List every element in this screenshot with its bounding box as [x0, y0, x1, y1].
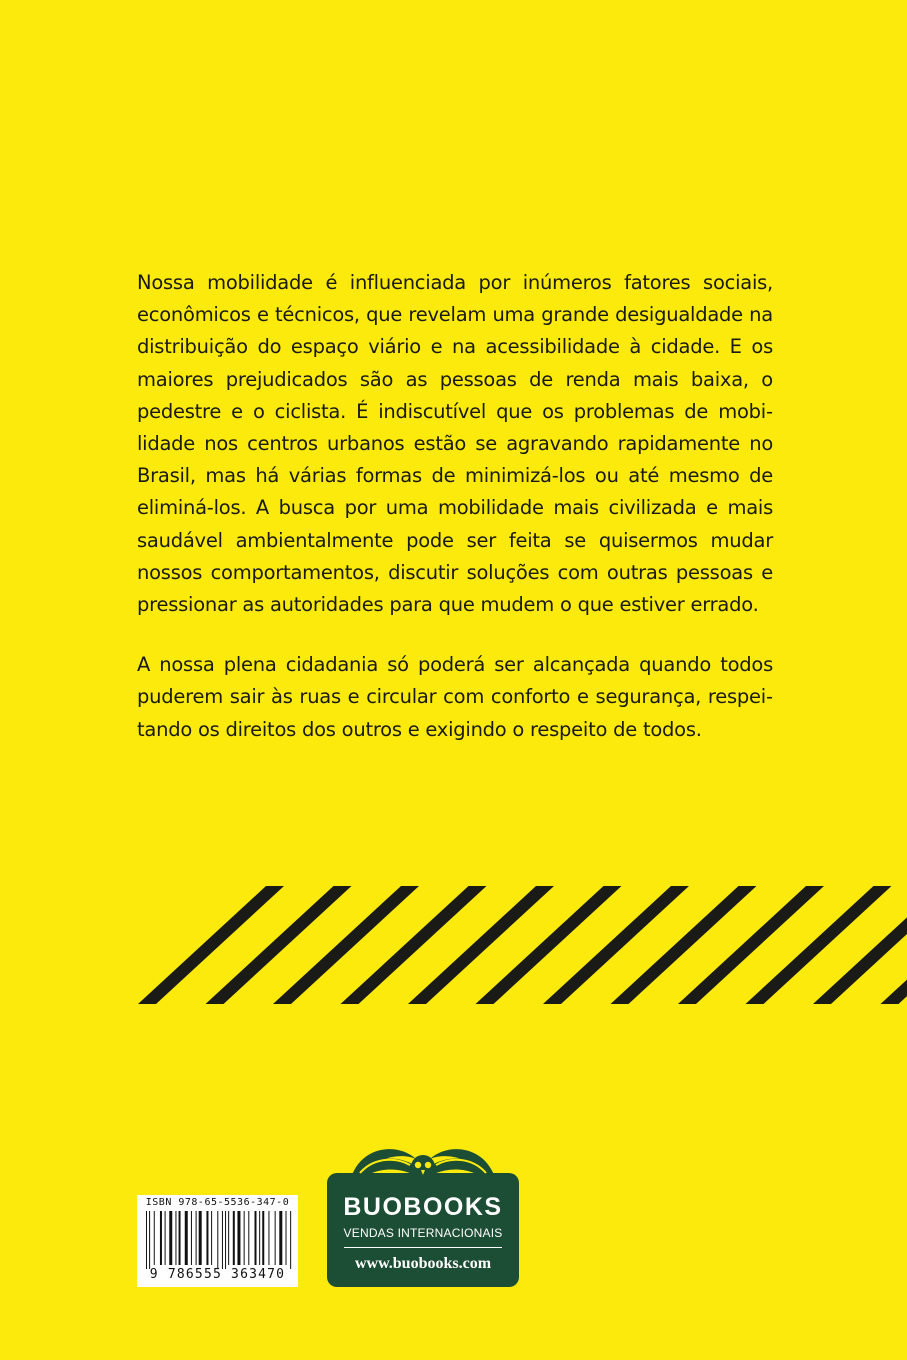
back-cover-blurb [137, 267, 773, 746]
barcode-bar [175, 1211, 176, 1265]
barcode-bar [268, 1211, 269, 1265]
barcode-bar [196, 1211, 197, 1265]
barcode-bar [248, 1211, 249, 1265]
barcode-bar [244, 1211, 245, 1265]
hazard-stripe [138, 886, 284, 1004]
barcode-bar [169, 1211, 172, 1265]
publisher-logo [327, 1173, 519, 1287]
hazard-stripe [611, 886, 757, 1004]
barcode-bar [279, 1211, 282, 1265]
barcode-bar [237, 1211, 240, 1265]
barcode-bar [191, 1211, 192, 1265]
barcode-bar [206, 1211, 208, 1265]
barcode-bar [165, 1211, 166, 1265]
blurb-paragraph-1: Nossa mobilidade é influenciada por inúmeros fatores sociais, econômicos e técnicos, que revelam uma grande desigualdade na distribuição do espaço viário e na acessibilidade à cidade. E os maiores prejudicados são as pessoas de renda mais baixa, o pedestre e o ciclista. É indiscutível que os problemas de mobilidade nos centros urbanos estão se agravando rapidamente no Brasil, mas há várias formas de minimizá-los ou até mesmo de eliminá-los. A busca por uma mobilidade mais civilizada e mais saudável ambientalmente pode ser feita se quisermos mudar nossos comportamentos, discutir soluções com outras pessoas e pressionar as autoridades para que mudem o que estiver errado. [137, 271, 773, 617]
hazard-stripe [543, 886, 689, 1004]
barcode-bar [255, 1211, 257, 1265]
barcode-bar [286, 1211, 287, 1265]
barcode-digits: 9 786555 363470 [149, 1267, 286, 1282]
barcode-bar [233, 1211, 235, 1265]
blurb-paragraph-2: A nossa plena cidadania só poderá ser alcançada quando todos puderem sair às ruas e circular com conforto e segurança, respeitando os direitos dos outros e exigindo o respeito de todos. [137, 653, 773, 741]
barcode-bar [146, 1211, 147, 1269]
hazard-stripe [678, 886, 824, 1004]
publisher-url: www.buobooks.com [354, 1255, 492, 1272]
barcode-bar [199, 1211, 202, 1265]
hazard-stripes [0, 880, 907, 1020]
barcode-bar [179, 1211, 181, 1265]
barcode-bar [160, 1211, 162, 1265]
barcode-bar [290, 1211, 291, 1269]
barcode-bar [149, 1211, 150, 1269]
hazard-stripe [206, 886, 352, 1004]
hazard-stripe [408, 886, 554, 1004]
barcode-bar [275, 1211, 276, 1265]
barcode-bar [217, 1211, 218, 1269]
barcode-bar [154, 1211, 155, 1265]
owl-wings-icon [344, 1135, 502, 1187]
publisher-name: BUOBOOKS [343, 1193, 503, 1221]
isbn-label: ISBN 978-65-5536-347-0 [145, 1197, 290, 1208]
barcode-bar [259, 1211, 260, 1265]
hazard-stripe [746, 886, 892, 1004]
barcode-bar [262, 1211, 264, 1265]
barcode-bar [211, 1211, 212, 1265]
barcode-bar [228, 1211, 229, 1265]
barcode-bar [222, 1211, 223, 1269]
barcode-bar [225, 1211, 226, 1269]
hazard-stripe [341, 886, 487, 1004]
hazard-stripe [273, 886, 419, 1004]
logo-divider [344, 1247, 502, 1248]
barcode-bar [185, 1211, 188, 1265]
barcode-bars [142, 1211, 293, 1269]
hazard-stripe [476, 886, 622, 1004]
isbn-barcode [137, 1195, 298, 1287]
publisher-tagline: VENDAS INTERNACIONAIS [343, 1226, 503, 1240]
